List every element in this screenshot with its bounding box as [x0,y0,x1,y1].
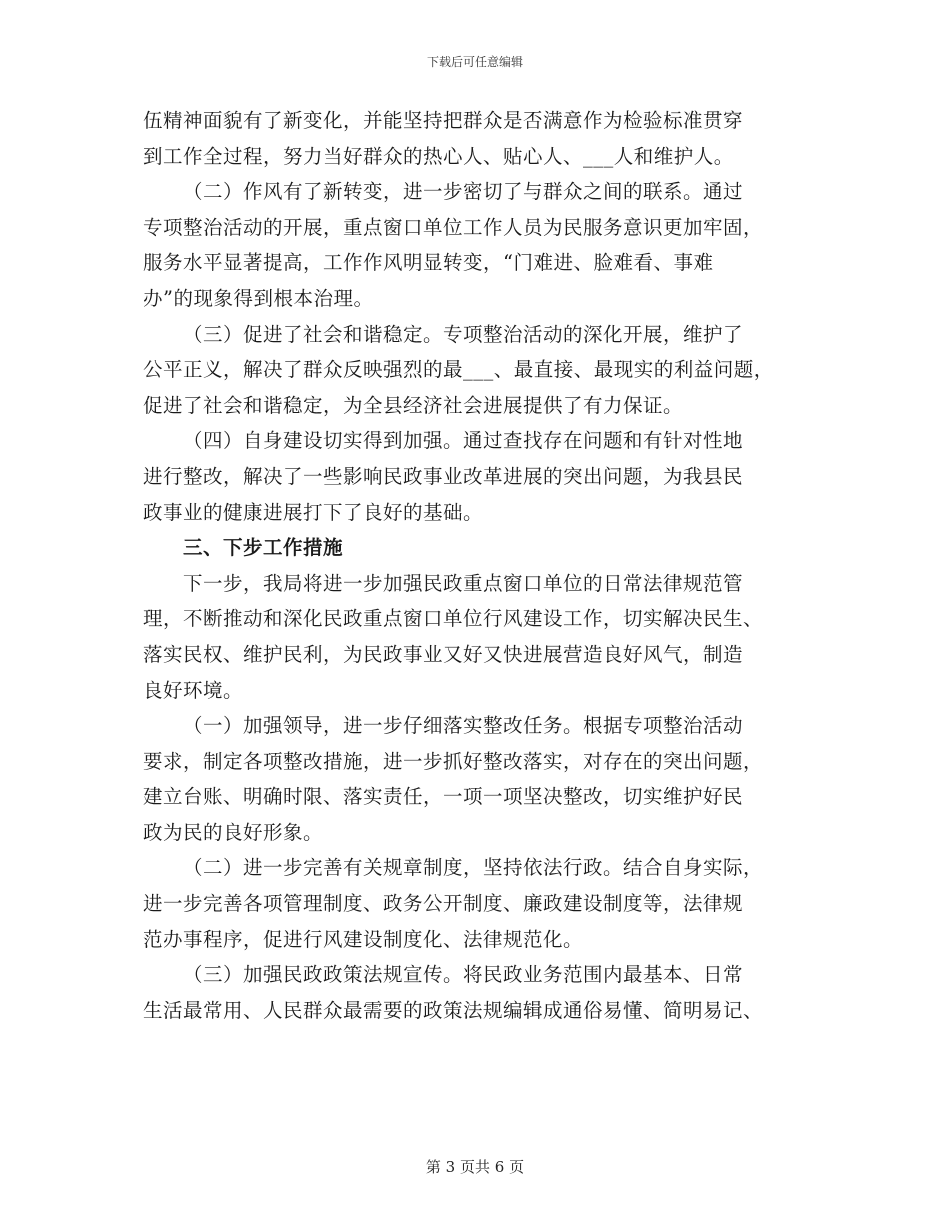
text-line: 公平正义，解决了群众反映强烈的最___、最直接、最现实的利益问题， [143,358,774,382]
paragraph [143,423,833,530]
text-line: 下一步，我局将进一步加强民政重点窗口单位的日常法律规范管 [183,571,744,595]
page-header: 下载后可任意编辑 [426,55,523,69]
text-line: 良好环境。 [143,678,244,702]
text-line: 生活最常用、人民群众最需要的政策法规编辑成通俗易懂、简明易记、 [143,998,764,1022]
paragraph [143,174,833,316]
paragraph [143,317,833,424]
text-line: 到工作全过程，努力当好群众的热心人、贴心人、___人和维护人。 [143,144,734,168]
text-line: 进行整改，解决了一些影响民政事业改革进展的突出问题，为我县民 [143,464,744,488]
text-line: 政为民的良好形象。 [143,820,324,844]
paragraph [143,103,833,174]
text-line: （四）自身建设切实得到加强。通过查找存在问题和有针对性地 [183,429,744,453]
text-line: （三）促进了社会和谐稳定。专项整治活动的深化开展，维护了 [183,322,744,346]
text-line: 要求，制定各项整改措施，进一步抓好整改落实，对存在的突出问题， [143,749,764,773]
text-line: 专项整治活动的开展，重点窗口单位工作人员为民服务意识更加牢固， [143,215,764,239]
document-body [143,103,833,1028]
text-line: 促进了社会和谐稳定，为全县经济社会进展提供了有力保证。 [143,393,684,417]
text-line: 伍精神面貌有了新变化，并能坚持把群众是否满意作为检验标准贯穿 [143,109,744,132]
text-line: （二）进一步完善有关规章制度，坚持依法行政。结合自身实际， [183,856,764,880]
section-heading [143,530,833,566]
paragraph [143,566,833,708]
paragraph [143,957,833,1028]
text-line: 建立台账、明确时限、落实责任，一项一项坚决整改，切实维护好民 [143,785,744,809]
text-line: （二）作风有了新转变，进一步密切了与群众之间的联系。通过 [183,180,744,204]
paragraph [143,850,833,957]
text-line: 范办事程序，促进行风建设制度化、法律规范化。 [143,927,584,951]
text-line: 进一步完善各项管理制度、政务公开制度、廉政建设制度等，法律规 [143,892,744,916]
text-line: 办”的现象得到根本治理。 [143,286,374,310]
text-line: （三）加强民政政策法规宣传。将民政业务范围内最基本、日常 [183,963,744,987]
page-footer: 第 3 页共 6 页 [425,1158,525,1176]
paragraph [143,708,833,850]
text-line: 理，不断推动和深化民政重点窗口单位行风建设工作，切实解决民生、 [143,607,764,631]
text-line: 落实民权、维护民利，为民政事业又好又快进展营造良好风气，制造 [143,642,744,666]
heading-text: 三、下步工作措施 [183,536,344,560]
text-line: （一）加强领导，进一步仔细落实整改任务。根据专项整治活动 [183,714,744,738]
text-line: 服务水平显著提高，工作作风明显转变，“门难进、脸难看、事难 [143,251,714,275]
text-line: 政事业的健康进展打下了良好的基础。 [143,500,484,524]
